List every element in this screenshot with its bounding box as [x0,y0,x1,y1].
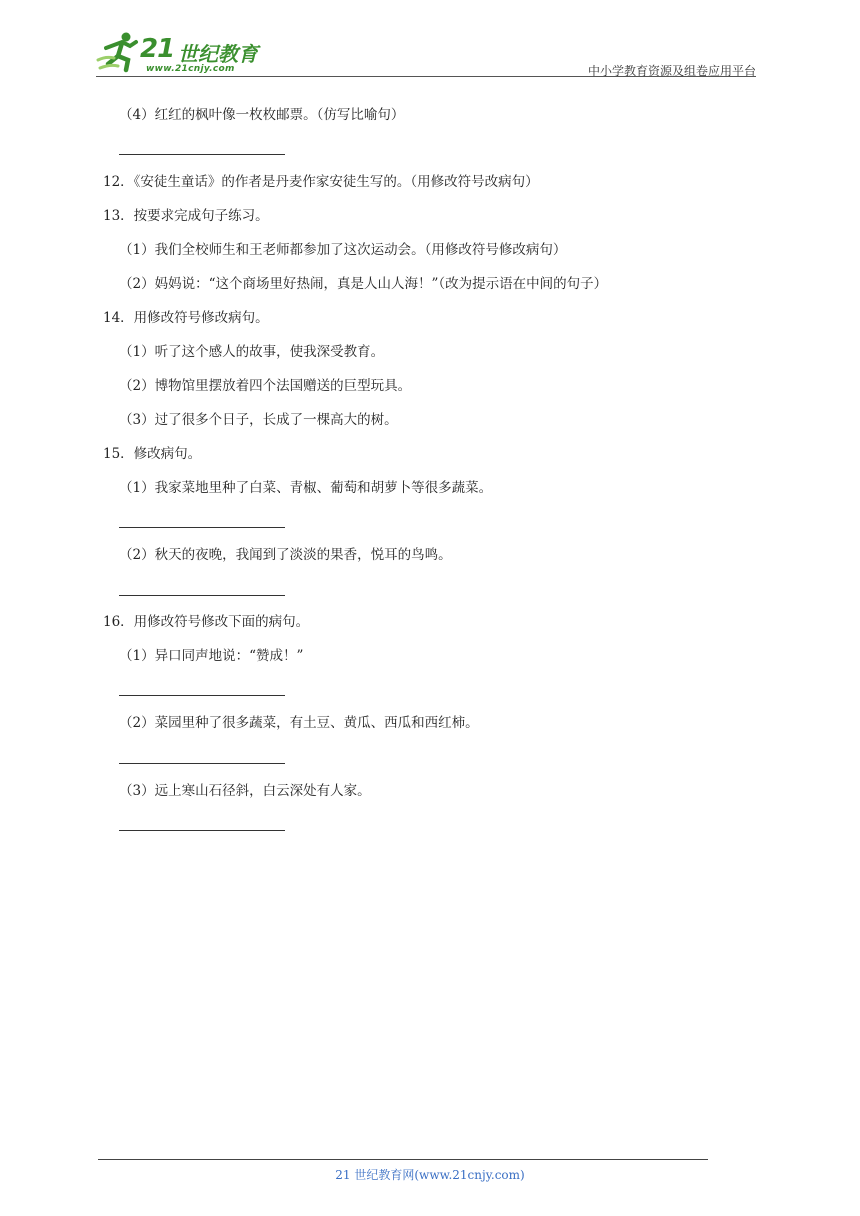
answer-blank[interactable] [119,830,285,831]
answer-blank[interactable] [119,527,285,528]
answer-blank[interactable] [119,595,285,596]
question-13-1: （1）我们全校师生和王老师都参加了这次运动会。（用修改符号修改病句） [119,242,567,258]
footer-divider [98,1159,708,1160]
question-16: 16．用修改符号修改下面的病句。 [103,614,310,630]
question-13: 13．按要求完成句子练习。 [103,208,269,224]
answer-blank[interactable] [119,154,285,155]
question-14: 14．用修改符号修改病句。 [103,310,269,326]
logo-number: 21 [140,34,175,64]
footer-link[interactable]: 21 世纪教育网(www.21cnjy.com) [335,1168,525,1182]
answer-blank[interactable] [119,695,285,696]
question-16-3: （3）远上寒山石径斜，白云深处有人家。 [119,783,371,799]
header-divider [96,76,756,77]
question-14-2: （2）博物馆里摆放着四个法国赠送的巨型玩具。 [119,378,412,394]
question-15-1: （1）我家菜地里种了白菜、青椒、葡萄和胡萝卜等很多蔬菜。 [119,480,493,496]
question-16-2: （2）菜园里种了很多蔬菜，有土豆、黄瓜、西瓜和西红柿。 [119,715,479,731]
runner-logo-icon [96,30,144,74]
question-15: 15．修改病句。 [103,446,202,462]
logo-url: www.21cnjy.com [146,64,235,74]
question-14-1: （1）听了这个感人的故事，使我深受教育。 [119,344,385,360]
question-13-2: （2）妈妈说：“这个商场里好热闹，真是人山人海！”（改为提示语在中间的句子） [119,276,608,292]
logo [96,30,296,76]
question-11-4: （4）红红的枫叶像一枚枚邮票。（仿写比喻句） [119,107,405,123]
question-16-1: （1）异口同声地说：“赞成！” [119,648,304,664]
header-platform-text: 中小学教育资源及组卷应用平台 [587,64,756,78]
question-15-2: （2）秋天的夜晚，我闻到了淡淡的果香，悦耳的鸟鸣。 [119,547,452,563]
page-header [96,30,756,78]
question-14-3: （3）过了很多个日子，长成了一棵高大的树。 [119,412,398,428]
question-12: 12．《安徒生童话》的作者是丹麦作家安徒生写的。（用修改符号改病句） [103,174,539,190]
answer-blank[interactable] [119,763,285,764]
logo-text: 世纪教育 [178,42,258,66]
